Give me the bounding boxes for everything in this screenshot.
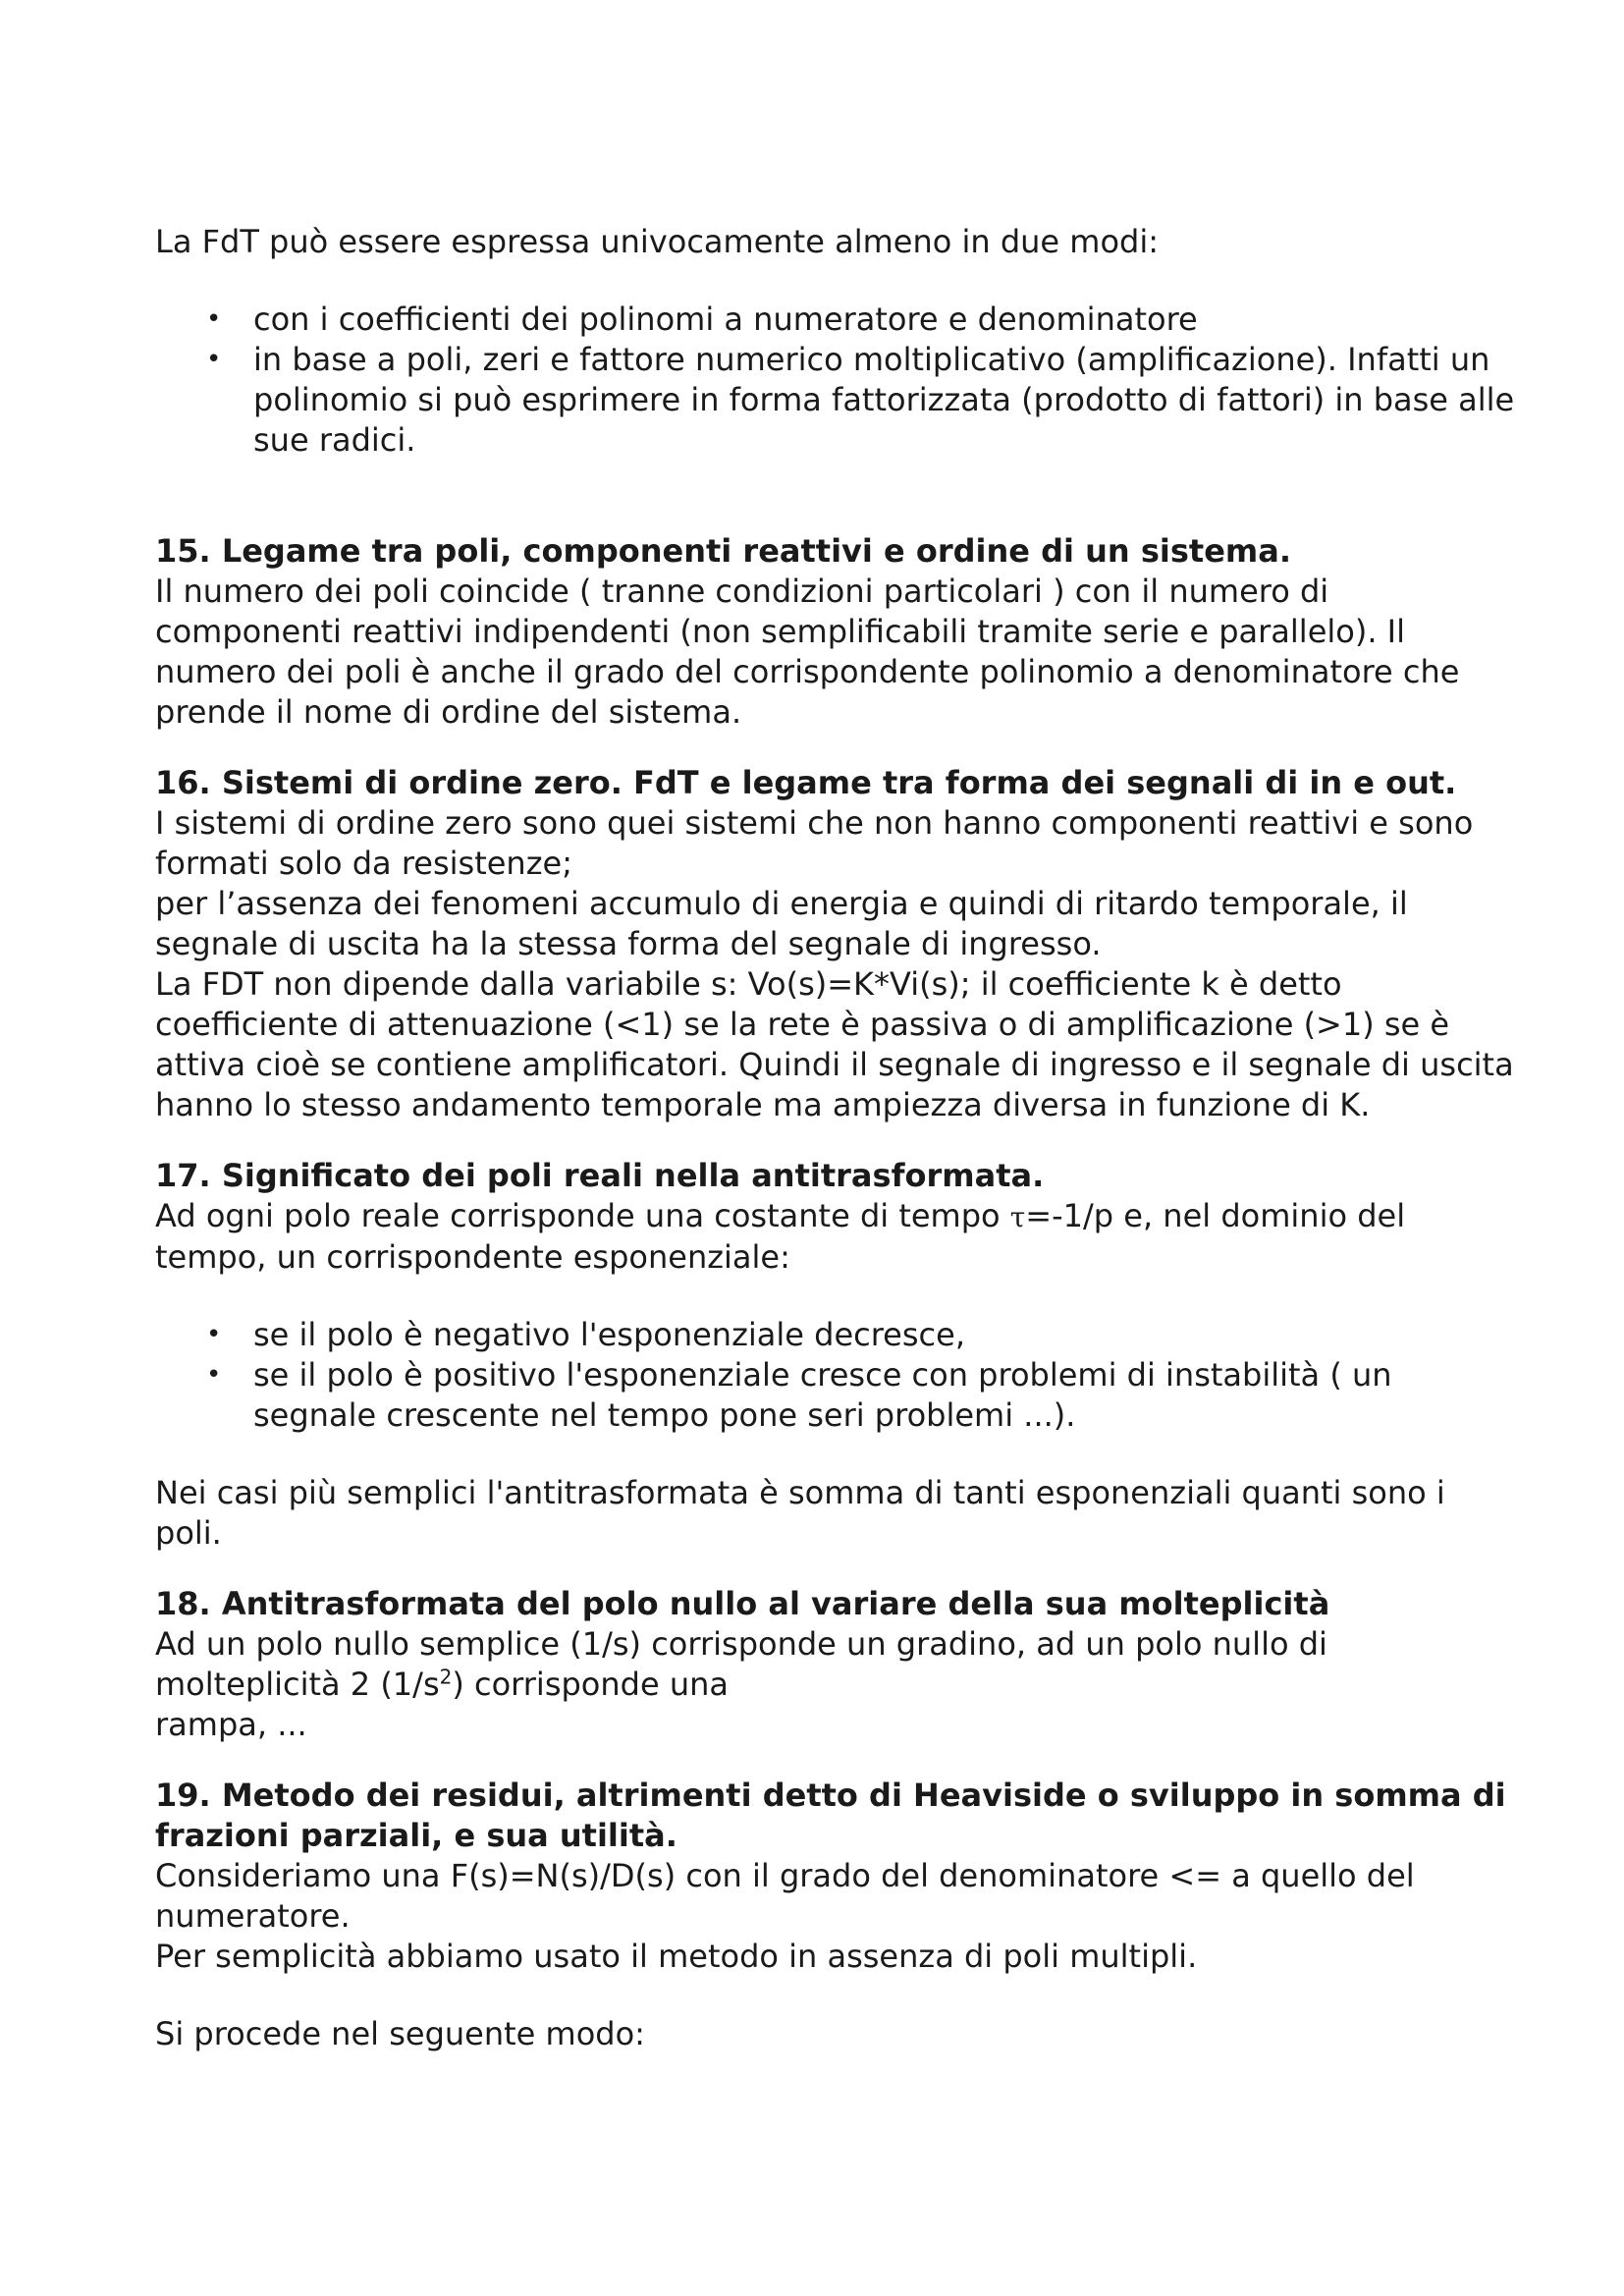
section-paragraph: Nei casi più semplici l'antitrasformata è somma di tanti esponenziali quanti sono i poli.	[155, 1474, 1445, 1552]
section-line: rampa, ...	[155, 1706, 307, 1743]
bullet-icon: •	[206, 1320, 222, 1349]
section-heading: 15. Legame tra poli, componenti reattivi e ordine di un sistema.	[155, 532, 1291, 570]
bullet-icon: •	[206, 304, 222, 334]
bullet-icon: •	[206, 1360, 222, 1390]
section-16	[155, 763, 1520, 1125]
intro-paragraph: La FdT può essere espressa univocamente almeno in due modi:	[155, 223, 1159, 260]
list-item: • in base a poli, zeri e fattore numerico moltiplicativo (amplificazione). Infatti un polinomio si può esprimere in forma fattorizzata (prodotto di fattori) in base alle sue radici.	[206, 341, 1515, 459]
section-17	[155, 1156, 1520, 1554]
section-paragraph: Ad ogni polo reale corrisponde una costante di tempo τ=-1/p e, nel dominio del tempo, un corrispondente esponenziale:	[155, 1197, 1406, 1276]
section-paragraph: La FDT non dipende dalla variabile s: Vo(s)=K*Vi(s); il coefficiente k è detto coefficiente di attenuazione (<1) se la rete è passiva o di amplificazione (>1) se è attiva cioè se contiene amplificatori. Quindi il segnale di ingresso e il segnale di uscita hanno lo stesso andamento temporale ma ampiezza diversa in funzione di K.	[155, 965, 1514, 1123]
section-paragraph: Per semplicità abbiamo usato il metodo in assenza di poli multipli.	[155, 1938, 1198, 1975]
bullet-icon: •	[206, 345, 222, 374]
intro-bullet-list	[155, 300, 1520, 461]
pole-bullet-list	[155, 1315, 1520, 1436]
section-19	[155, 1776, 1520, 2054]
list-item: • con i coefficienti dei polinomi a numeratore e denominatore	[206, 301, 1198, 338]
section-line: Ad un polo nullo semplice (1/s) corrisponde un gradino, ad un polo nullo di	[155, 1625, 1327, 1663]
section-paragraph: Il numero dei poli coincide ( tranne condizioni particolari ) con il numero di componenti reattivi indipendenti (non semplificabili tramite serie e parallelo). Il numero dei poli è anche il grado del corrispondente polinomio a denominatore che prende il nome di ordine del sistema.	[155, 573, 1460, 731]
section-paragraph: I sistemi di ordine zero sono quei sistemi che non hanno componenti reattivi e sono formati solo da resistenze;	[155, 804, 1474, 882]
section-heading: 16. Sistemi di ordine zero. FdT e legame tra forma dei segnali di in e out.	[155, 764, 1457, 801]
section-line: molteplicità 2 $(1/s^2)$ corrisponde una	[155, 1665, 729, 1703]
section-paragraph: Consideriamo una F(s)=N(s)/D(s) con il grado del denominatore <= a quello del numeratore.	[155, 1857, 1415, 1935]
section-heading: 17. Significato dei poli reali nella antitrasformata.	[155, 1157, 1045, 1194]
document-page	[155, 222, 1520, 2054]
exponent: 2	[439, 1665, 453, 1689]
section-15	[155, 531, 1520, 733]
list-item: • se il polo è positivo l'esponenziale cresce con problemi di instabilità ( un segnale crescente nel tempo pone seri problemi ...).	[206, 1356, 1392, 1434]
section-paragraph: per l’assenza dei fenomeni accumulo di energia e quindi di ritardo temporale, il segnale di uscita ha la stessa forma del segnale di ingresso.	[155, 885, 1408, 962]
section-heading: 19. Metodo dei residui, altrimenti detto di Heaviside o sviluppo in somma di frazioni parziali, e sua utilità.	[155, 1777, 1506, 1854]
list-item: • se il polo è negativo l'esponenziale decresce,	[206, 1316, 965, 1353]
tau-symbol: τ	[1009, 1201, 1026, 1233]
section-heading: 18. Antitrasformata del polo nullo al variare della sua molteplicità	[155, 1585, 1330, 1622]
section-18	[155, 1584, 1520, 1745]
section-paragraph: Si procede nel seguente modo:	[155, 2015, 645, 2052]
